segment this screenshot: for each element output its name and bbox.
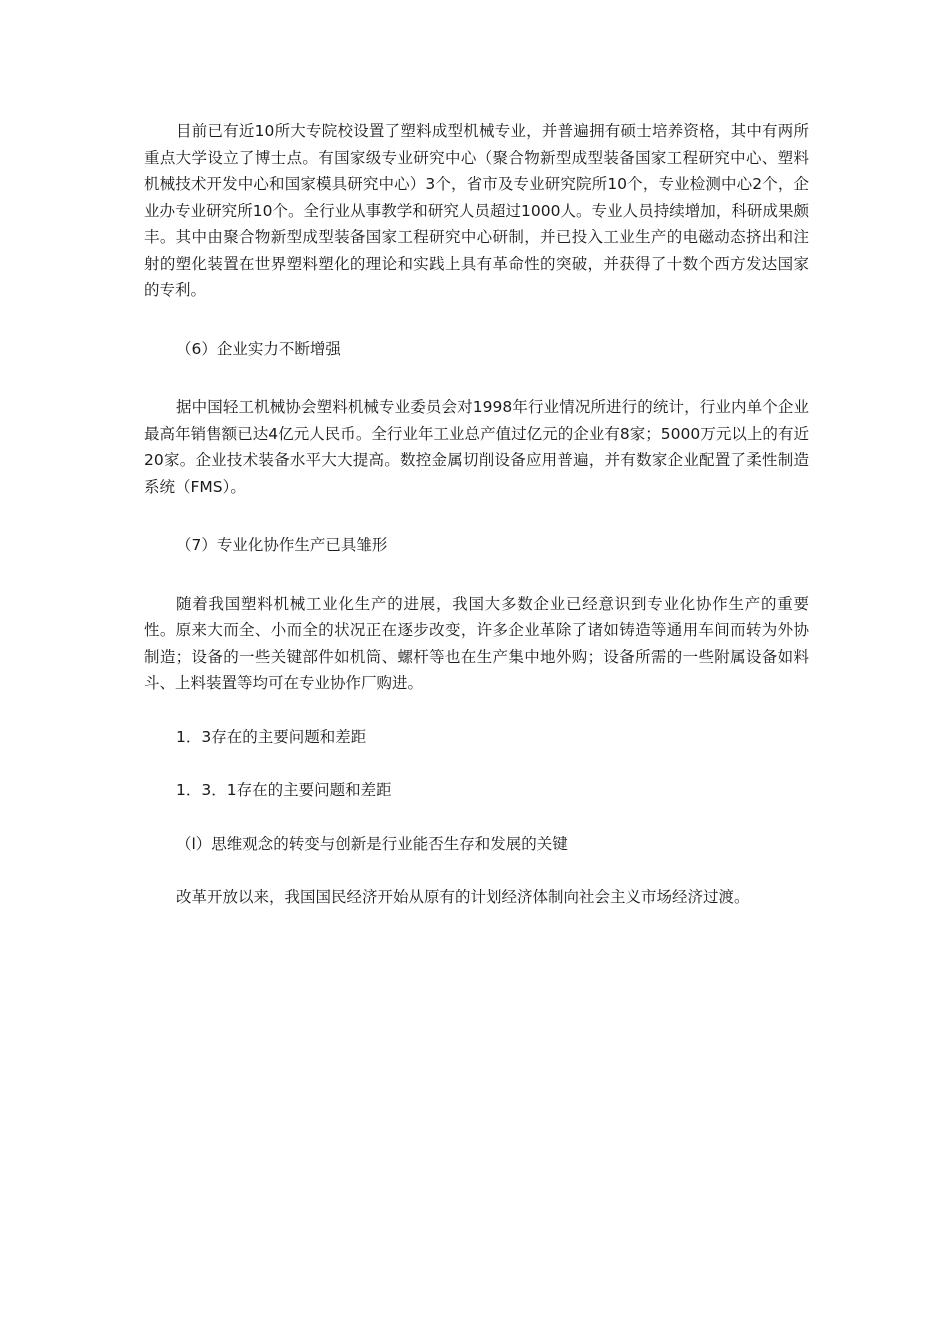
body-paragraph: 改革开放以来，我国国民经济开始从原有的计划经济体制向社会主义市场经济过渡。 — [176, 888, 750, 906]
body-paragraph: 据中国轻工机械协会塑料机械专业委员会对1998年行业情况所进行的统计，行业内单个企业最高年销售额已达4亿元人民币。全行业年工业总产值过亿元的企业有8家；5000万元以上的有近20家。企业技术装备水平大大提高。数控金属切削设备应用普遍，并有数家企业配置了柔性制造系统（FMS）。 — [144, 398, 809, 496]
section-heading: （6）企业实力不断增强 — [176, 339, 341, 358]
section-heading: （7）专业化协作生产已具雏形 — [176, 536, 388, 554]
body-paragraph: 目前已有近10所大专院校设置了塑料成型机械专业，并普遍拥有硕士培养资格，其中有两所重点大学设立了博士点。有国家级专业研究中心（聚合物新型成型装备国家工程研究中心、塑料机械技术开发中心和国家模具研究中心）3个，省市及专业研究院所10个，专业检测中心2个，企业办专业研究所10个。全行业从事教学和研究人员超过1000人。专业人员持续增加，科研成果颇丰。其中由聚合物新型成型装备国家工程研究中心研制，并已投入工业生产的电磁动态挤出和注射的塑化装置在世界塑料塑化的理论和实践上具有革命性的突破，并获得了十数个西方发达国家的专利。 — [144, 122, 809, 299]
document-page — [144, 118, 809, 911]
section-heading: 1．3．1存在的主要问题和差距 — [176, 781, 392, 799]
section-heading: （l）思维观念的转变与创新是行业能否生存和发展的关键 — [176, 834, 568, 853]
section-heading: 1．3存在的主要问题和差距 — [176, 727, 367, 746]
body-paragraph: 随着我国塑料机械工业化生产的进展，我国大多数企业已经意识到专业化协作生产的重要性。原来大而全、小而全的状况正在逐步改变，许多企业革除了诸如铸造等通用车间而转为外协制造；设备的一些关键部件如机筒、螺杆等也在生产集中地外购；设备所需的一些附属设备如料斗、上料装置等均可在专业协作厂购进。 — [144, 594, 809, 692]
